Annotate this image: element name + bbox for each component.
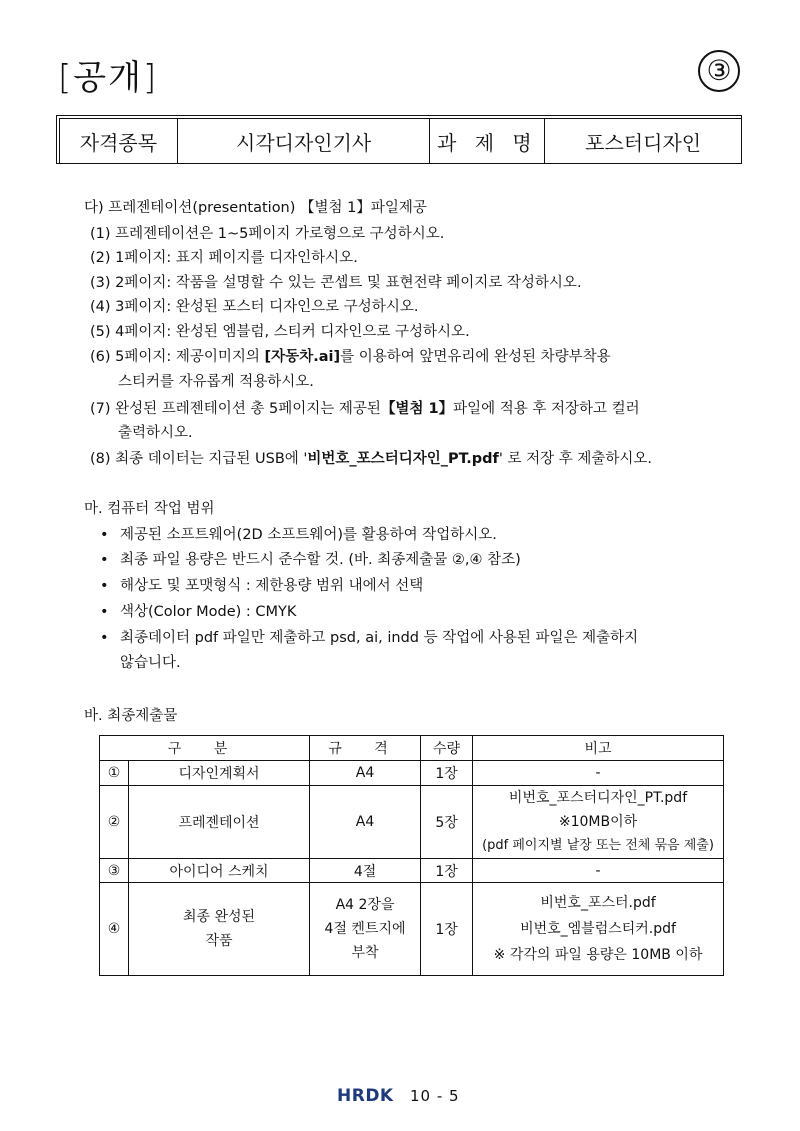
header-spec: 규 격: [310, 736, 421, 761]
row-name: 디자인계획서: [129, 761, 310, 786]
row-number: ②: [100, 786, 129, 859]
work-item-3: 해상도 및 포맷형식 : 제한용량 범위 내에서 선택: [120, 578, 424, 594]
row-qty: 5장: [421, 786, 473, 859]
row-note: 비번호_포스터.pdf 비번호_엠블럼스티커.pdf ※ 각각의 파일 용량은 10MB 이하: [473, 883, 724, 976]
presentation-item-6-cont: 스티커를 자유롭게 적용하시오.: [118, 374, 314, 390]
table-row: [100, 786, 724, 859]
row-name: 최종 완성된 작품: [129, 883, 310, 976]
presentation-item-7: [90, 402, 640, 417]
work-item-4: 색상(Color Mode) : CMYK: [120, 604, 297, 620]
qualification-label: 자격종목: [60, 119, 178, 164]
row-spec: 4절: [310, 859, 421, 883]
section-final-submission-title: 바. 최종제출물: [84, 708, 178, 724]
presentation-item-6: [90, 350, 611, 365]
page-number: 10 - 5: [410, 1087, 460, 1105]
item6-file-name: [자동차.ai]: [264, 349, 341, 365]
bullet: •: [100, 527, 109, 543]
row-note: 비번호_포스터디자인_PT.pdf ※10MB이하 (pdf 페이지별 낱장 또는 전체 묶음 제출): [473, 786, 724, 859]
public-label: [공개]: [58, 58, 159, 98]
item8-file-name: 비번호_포스터디자인_PT.pdf: [307, 451, 499, 467]
section-presentation-title: 다) 프레젠테이션(presentation) 【별첨 1】파일제공: [84, 200, 427, 216]
work-item-1: 제공된 소프트웨어(2D 소프트웨어)를 활용하여 작업하시오.: [120, 527, 497, 543]
bullet: •: [100, 604, 109, 620]
table-row: [100, 761, 724, 786]
item8-text-a: (8) 최종 데이터는 지급된 USB에 ': [90, 451, 308, 467]
row-note: -: [473, 859, 724, 883]
work-item-5: 최종데이터 pdf 파일만 제출하고 psd, ai, indd 등 작업에 사용된 파일은 제출하지: [120, 630, 639, 646]
section-computer-work-title: 마. 컴퓨터 작업 범위: [84, 501, 215, 517]
bullet: •: [100, 578, 109, 594]
item8-text-c: ' 로 저장 후 제출하시오.: [498, 451, 652, 467]
presentation-item-2: (2) 1페이지: 표지 페이지를 디자인하시오.: [90, 250, 358, 266]
final-submission-table: [99, 735, 724, 976]
info-table-outer-border: [56, 115, 742, 164]
header-qty: 수량: [421, 736, 473, 761]
work-item-5-cont: 않습니다.: [120, 655, 181, 671]
presentation-item-4: (4) 3페이지: 완성된 포스터 디자인으로 구성하시오.: [90, 299, 419, 315]
presentation-item-7-cont: 출력하시오.: [118, 425, 193, 441]
bullet: •: [100, 552, 109, 568]
row-spec: A4: [310, 786, 421, 859]
item7-attachment: 【별첨 1】: [380, 401, 454, 417]
bullet: •: [100, 630, 109, 646]
presentation-item-5: (5) 4페이지: 완성된 엠블럼, 스티커 디자인으로 구성하시오.: [90, 324, 470, 340]
task-label: 과 제 명: [430, 119, 545, 164]
row-number: ①: [100, 761, 129, 786]
header-note: 비고: [473, 736, 724, 761]
row-number: ③: [100, 859, 129, 883]
presentation-item-1: (1) 프레젠테이션은 1~5페이지 가로형으로 구성하시오.: [90, 226, 445, 242]
row-qty: 1장: [421, 883, 473, 976]
row-number: ④: [100, 883, 129, 976]
presentation-item-8: [90, 452, 652, 467]
presentation-item-3: (3) 2페이지: 작품을 설명할 수 있는 콘셉트 및 표현전략 페이지로 작성하시오.: [90, 275, 582, 291]
table-row: [100, 859, 724, 883]
page-circled-number: ③: [698, 50, 740, 92]
qualification-value: 시각디자인기사: [177, 119, 430, 164]
item7-text-a: (7) 완성된 프레젠테이션 총 5페이지는 제공된: [90, 401, 381, 417]
row-name: 아이디어 스케치: [129, 859, 310, 883]
hrdk-logo: HRDK: [337, 1086, 394, 1106]
row-note: -: [473, 761, 724, 786]
row-spec: A4: [310, 761, 421, 786]
item7-text-c: 파일에 적용 후 저장하고 컬러: [453, 401, 640, 417]
work-item-2: 최종 파일 용량은 반드시 준수할 것. (바. 최종제출물 ②,④ 참조): [120, 552, 521, 568]
task-value: 포스터디자인: [545, 119, 742, 164]
table-header-row: [100, 736, 724, 761]
row-qty: 1장: [421, 761, 473, 786]
header-category: 구 분: [100, 736, 310, 761]
table-row: [100, 883, 724, 976]
item6-text-c: 를 이용하여 앞면유리에 완성된 차량부착용: [340, 349, 611, 365]
item6-text-a: (6) 5페이지: 제공이미지의: [90, 349, 265, 365]
row-spec: A4 2장을 4절 켄트지에 부착: [310, 883, 421, 976]
row-name: 프레젠테이션: [129, 786, 310, 859]
row-qty: 1장: [421, 859, 473, 883]
